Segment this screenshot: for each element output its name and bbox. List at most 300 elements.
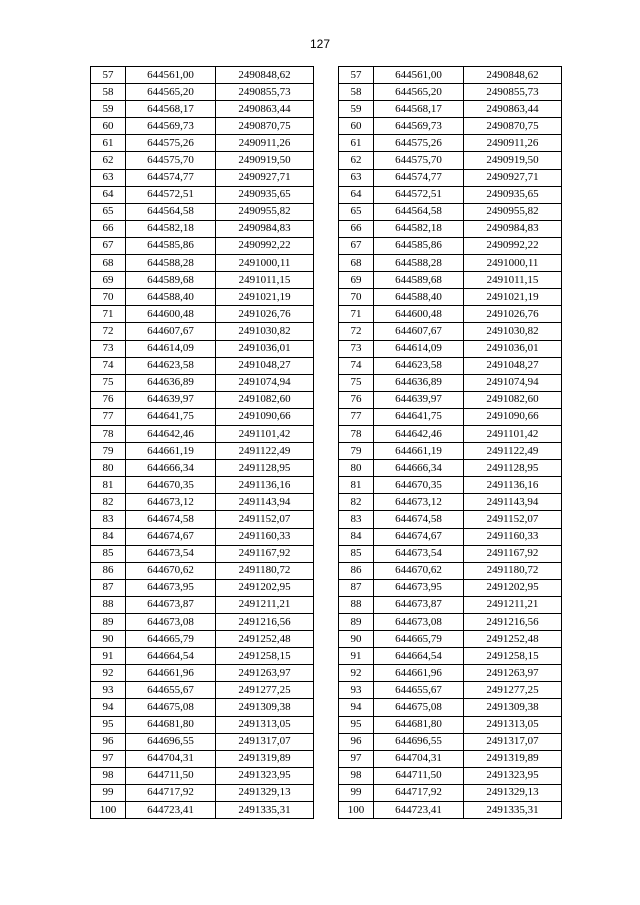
point-number-cell: 92 — [339, 665, 374, 682]
x-coordinate-cell: 644607,67 — [374, 323, 464, 340]
y-coordinate-cell: 2491180,72 — [216, 562, 314, 579]
point-number-cell: 65 — [339, 203, 374, 220]
table-row — [91, 716, 314, 733]
x-coordinate-cell: 644704,31 — [126, 750, 216, 767]
x-coordinate-cell: 644717,92 — [374, 784, 464, 801]
coordinates-table-left — [90, 66, 314, 819]
point-number-cell: 78 — [91, 425, 126, 442]
y-coordinate-cell: 2491082,60 — [464, 391, 562, 408]
x-coordinate-cell: 644565,20 — [374, 84, 464, 101]
y-coordinate-cell: 2491143,94 — [464, 494, 562, 511]
y-coordinate-cell: 2490863,44 — [216, 101, 314, 118]
point-number-cell: 73 — [91, 340, 126, 357]
table-row — [339, 682, 562, 699]
point-number-cell: 91 — [339, 648, 374, 665]
x-coordinate-cell: 644674,58 — [126, 511, 216, 528]
table-row — [91, 614, 314, 631]
point-number-cell: 83 — [339, 511, 374, 528]
table-row — [339, 802, 562, 819]
y-coordinate-cell: 2491313,05 — [464, 716, 562, 733]
y-coordinate-cell: 2490927,71 — [464, 169, 562, 186]
y-coordinate-cell: 2491101,42 — [464, 425, 562, 442]
point-number-cell: 61 — [91, 135, 126, 152]
y-coordinate-cell: 2491048,27 — [464, 357, 562, 374]
x-coordinate-cell: 644575,70 — [374, 152, 464, 169]
y-coordinate-cell: 2491136,16 — [464, 477, 562, 494]
y-coordinate-cell: 2490911,26 — [464, 135, 562, 152]
x-coordinate-cell: 644569,73 — [374, 118, 464, 135]
table-row — [339, 562, 562, 579]
y-coordinate-cell: 2491277,25 — [464, 682, 562, 699]
x-coordinate-cell: 644569,73 — [126, 118, 216, 135]
x-coordinate-cell: 644673,95 — [126, 579, 216, 596]
table-row — [91, 186, 314, 203]
table-row — [91, 648, 314, 665]
point-number-cell: 80 — [339, 460, 374, 477]
x-coordinate-cell: 644696,55 — [374, 733, 464, 750]
x-coordinate-cell: 644673,08 — [126, 614, 216, 631]
y-coordinate-cell: 2490935,65 — [464, 186, 562, 203]
y-coordinate-cell: 2491000,11 — [216, 255, 314, 272]
x-coordinate-cell: 644723,41 — [126, 802, 216, 819]
y-coordinate-cell: 2491030,82 — [464, 323, 562, 340]
x-coordinate-cell: 644655,67 — [374, 682, 464, 699]
x-coordinate-cell: 644564,58 — [374, 203, 464, 220]
y-coordinate-cell: 2491036,01 — [216, 340, 314, 357]
table-row — [91, 682, 314, 699]
table-row — [339, 579, 562, 596]
point-number-cell: 63 — [339, 169, 374, 186]
point-number-cell: 64 — [91, 186, 126, 203]
y-coordinate-cell: 2491026,76 — [216, 306, 314, 323]
table-row — [91, 443, 314, 460]
y-coordinate-cell: 2491216,56 — [464, 614, 562, 631]
x-coordinate-cell: 644673,54 — [126, 545, 216, 562]
point-number-cell: 97 — [339, 750, 374, 767]
y-coordinate-cell: 2491277,25 — [216, 682, 314, 699]
point-number-cell: 91 — [91, 648, 126, 665]
point-number-cell: 92 — [91, 665, 126, 682]
point-number-cell: 76 — [91, 391, 126, 408]
x-coordinate-cell: 644561,00 — [126, 67, 216, 84]
point-number-cell: 68 — [91, 255, 126, 272]
y-coordinate-cell: 2491167,92 — [216, 545, 314, 562]
x-coordinate-cell: 644572,51 — [126, 186, 216, 203]
y-coordinate-cell: 2490955,82 — [216, 203, 314, 220]
x-coordinate-cell: 644670,35 — [374, 477, 464, 494]
table-row — [91, 494, 314, 511]
y-coordinate-cell: 2491082,60 — [216, 391, 314, 408]
table-row — [91, 289, 314, 306]
table-row — [91, 802, 314, 819]
y-coordinate-cell: 2491074,94 — [216, 374, 314, 391]
x-coordinate-cell: 644565,20 — [126, 84, 216, 101]
table-row — [91, 425, 314, 442]
x-coordinate-cell: 644661,19 — [126, 443, 216, 460]
y-coordinate-cell: 2491128,95 — [216, 460, 314, 477]
point-number-cell: 67 — [339, 237, 374, 254]
x-coordinate-cell: 644636,89 — [126, 374, 216, 391]
table-row — [339, 203, 562, 220]
y-coordinate-cell: 2491128,95 — [464, 460, 562, 477]
point-number-cell: 71 — [91, 306, 126, 323]
table-row — [339, 169, 562, 186]
table-row — [91, 545, 314, 562]
coordinates-table-right — [338, 66, 562, 819]
table-row — [339, 357, 562, 374]
point-number-cell: 90 — [339, 631, 374, 648]
table-row — [339, 135, 562, 152]
point-number-cell: 73 — [339, 340, 374, 357]
table-row — [339, 545, 562, 562]
table-row — [339, 408, 562, 425]
table-row — [339, 631, 562, 648]
point-number-cell: 60 — [339, 118, 374, 135]
table-row — [91, 220, 314, 237]
table-row — [91, 237, 314, 254]
table-row — [339, 767, 562, 784]
point-number-cell: 71 — [339, 306, 374, 323]
point-number-cell: 75 — [91, 374, 126, 391]
point-number-cell: 59 — [339, 101, 374, 118]
y-coordinate-cell: 2491026,76 — [464, 306, 562, 323]
point-number-cell: 64 — [339, 186, 374, 203]
y-coordinate-cell: 2490855,73 — [464, 84, 562, 101]
point-number-cell: 86 — [91, 562, 126, 579]
point-number-cell: 61 — [339, 135, 374, 152]
y-coordinate-cell: 2490919,50 — [464, 152, 562, 169]
y-coordinate-cell: 2491152,07 — [216, 511, 314, 528]
y-coordinate-cell: 2491202,95 — [464, 579, 562, 596]
x-coordinate-cell: 644711,50 — [374, 767, 464, 784]
x-coordinate-cell: 644675,08 — [126, 699, 216, 716]
x-coordinate-cell: 644670,62 — [126, 562, 216, 579]
point-number-cell: 78 — [339, 425, 374, 442]
x-coordinate-cell: 644664,54 — [126, 648, 216, 665]
table-row — [339, 750, 562, 767]
table-row — [91, 118, 314, 135]
x-coordinate-cell: 644673,87 — [374, 596, 464, 613]
x-coordinate-cell: 644717,92 — [126, 784, 216, 801]
point-number-cell: 58 — [339, 84, 374, 101]
y-coordinate-cell: 2491202,95 — [216, 579, 314, 596]
table-row — [339, 84, 562, 101]
y-coordinate-cell: 2491122,49 — [464, 443, 562, 460]
y-coordinate-cell: 2491323,95 — [464, 767, 562, 784]
table-row — [339, 665, 562, 682]
table-row — [91, 323, 314, 340]
point-number-cell: 65 — [91, 203, 126, 220]
point-number-cell: 89 — [91, 614, 126, 631]
y-coordinate-cell: 2491329,13 — [464, 784, 562, 801]
table-row — [339, 289, 562, 306]
y-coordinate-cell: 2491074,94 — [464, 374, 562, 391]
table-row — [339, 220, 562, 237]
x-coordinate-cell: 644589,68 — [126, 272, 216, 289]
point-number-cell: 82 — [339, 494, 374, 511]
point-number-cell: 62 — [339, 152, 374, 169]
y-coordinate-cell: 2491000,11 — [464, 255, 562, 272]
point-number-cell: 85 — [339, 545, 374, 562]
table-row — [91, 67, 314, 84]
x-coordinate-cell: 644673,54 — [374, 545, 464, 562]
x-coordinate-cell: 644568,17 — [374, 101, 464, 118]
y-coordinate-cell: 2490919,50 — [216, 152, 314, 169]
y-coordinate-cell: 2491335,31 — [464, 802, 562, 819]
x-coordinate-cell: 644639,97 — [374, 391, 464, 408]
y-coordinate-cell: 2491048,27 — [216, 357, 314, 374]
point-number-cell: 67 — [91, 237, 126, 254]
x-coordinate-cell: 644673,95 — [374, 579, 464, 596]
point-number-cell: 88 — [91, 596, 126, 613]
y-coordinate-cell: 2491216,56 — [216, 614, 314, 631]
table-row — [339, 494, 562, 511]
point-number-cell: 72 — [91, 323, 126, 340]
x-coordinate-cell: 644661,96 — [374, 665, 464, 682]
table-row — [91, 596, 314, 613]
table-row — [339, 716, 562, 733]
point-number-cell: 82 — [91, 494, 126, 511]
y-coordinate-cell: 2490927,71 — [216, 169, 314, 186]
x-coordinate-cell: 644711,50 — [126, 767, 216, 784]
x-coordinate-cell: 644585,86 — [126, 237, 216, 254]
y-coordinate-cell: 2491252,48 — [216, 631, 314, 648]
table-row — [91, 784, 314, 801]
table-row — [91, 340, 314, 357]
table-row — [91, 408, 314, 425]
table-row — [339, 425, 562, 442]
x-coordinate-cell: 644607,67 — [126, 323, 216, 340]
y-coordinate-cell: 2491167,92 — [464, 545, 562, 562]
point-number-cell: 72 — [339, 323, 374, 340]
x-coordinate-cell: 644681,80 — [374, 716, 464, 733]
y-coordinate-cell: 2491011,15 — [464, 272, 562, 289]
y-coordinate-cell: 2490855,73 — [216, 84, 314, 101]
point-number-cell: 95 — [91, 716, 126, 733]
x-coordinate-cell: 644665,79 — [126, 631, 216, 648]
table-row — [339, 511, 562, 528]
point-number-cell: 60 — [91, 118, 126, 135]
x-coordinate-cell: 644623,58 — [374, 357, 464, 374]
table-row — [91, 357, 314, 374]
table-row — [91, 631, 314, 648]
x-coordinate-cell: 644661,96 — [126, 665, 216, 682]
table-row — [339, 443, 562, 460]
table-row — [91, 203, 314, 220]
point-number-cell: 77 — [339, 408, 374, 425]
point-number-cell: 70 — [339, 289, 374, 306]
table-row — [339, 272, 562, 289]
x-coordinate-cell: 644582,18 — [126, 220, 216, 237]
point-number-cell: 79 — [339, 443, 374, 460]
y-coordinate-cell: 2491122,49 — [216, 443, 314, 460]
point-number-cell: 62 — [91, 152, 126, 169]
table-row — [91, 101, 314, 118]
point-number-cell: 89 — [339, 614, 374, 631]
coordinates-table-body — [339, 67, 562, 819]
table-row — [91, 511, 314, 528]
y-coordinate-cell: 2490911,26 — [216, 135, 314, 152]
x-coordinate-cell: 644665,79 — [374, 631, 464, 648]
table-row — [339, 340, 562, 357]
table-row — [339, 323, 562, 340]
x-coordinate-cell: 644575,26 — [126, 135, 216, 152]
y-coordinate-cell: 2490870,75 — [464, 118, 562, 135]
table-row — [91, 665, 314, 682]
point-number-cell: 58 — [91, 84, 126, 101]
x-coordinate-cell: 644642,46 — [374, 425, 464, 442]
point-number-cell: 57 — [339, 67, 374, 84]
y-coordinate-cell: 2491160,33 — [216, 528, 314, 545]
point-number-cell: 87 — [339, 579, 374, 596]
x-coordinate-cell: 644588,40 — [374, 289, 464, 306]
point-number-cell: 99 — [339, 784, 374, 801]
y-coordinate-cell: 2491036,01 — [464, 340, 562, 357]
x-coordinate-cell: 644661,19 — [374, 443, 464, 460]
y-coordinate-cell: 2491021,19 — [464, 289, 562, 306]
y-coordinate-cell: 2490848,62 — [464, 67, 562, 84]
y-coordinate-cell: 2491152,07 — [464, 511, 562, 528]
x-coordinate-cell: 644681,80 — [126, 716, 216, 733]
point-number-cell: 100 — [91, 802, 126, 819]
y-coordinate-cell: 2491323,95 — [216, 767, 314, 784]
y-coordinate-cell: 2491180,72 — [464, 562, 562, 579]
point-number-cell: 94 — [91, 699, 126, 716]
point-number-cell: 80 — [91, 460, 126, 477]
x-coordinate-cell: 644642,46 — [126, 425, 216, 442]
y-coordinate-cell: 2491309,38 — [464, 699, 562, 716]
y-coordinate-cell: 2490984,83 — [216, 220, 314, 237]
x-coordinate-cell: 644574,77 — [126, 169, 216, 186]
x-coordinate-cell: 644600,48 — [126, 306, 216, 323]
point-number-cell: 86 — [339, 562, 374, 579]
table-row — [339, 67, 562, 84]
point-number-cell: 70 — [91, 289, 126, 306]
y-coordinate-cell: 2491021,19 — [216, 289, 314, 306]
table-row — [91, 750, 314, 767]
point-number-cell: 77 — [91, 408, 126, 425]
x-coordinate-cell: 644641,75 — [126, 408, 216, 425]
table-row — [339, 237, 562, 254]
y-coordinate-cell: 2490935,65 — [216, 186, 314, 203]
y-coordinate-cell: 2491329,13 — [216, 784, 314, 801]
y-coordinate-cell: 2490992,22 — [216, 237, 314, 254]
point-number-cell: 81 — [91, 477, 126, 494]
y-coordinate-cell: 2491101,42 — [216, 425, 314, 442]
y-coordinate-cell: 2491258,15 — [464, 648, 562, 665]
table-row — [339, 648, 562, 665]
x-coordinate-cell: 644588,28 — [126, 255, 216, 272]
x-coordinate-cell: 644673,87 — [126, 596, 216, 613]
point-number-cell: 57 — [91, 67, 126, 84]
table-row — [91, 272, 314, 289]
x-coordinate-cell: 644636,89 — [374, 374, 464, 391]
point-number-cell: 79 — [91, 443, 126, 460]
table-row — [339, 528, 562, 545]
table-row — [339, 784, 562, 801]
table-row — [339, 460, 562, 477]
x-coordinate-cell: 644655,67 — [126, 682, 216, 699]
y-coordinate-cell: 2491335,31 — [216, 802, 314, 819]
x-coordinate-cell: 644572,51 — [374, 186, 464, 203]
y-coordinate-cell: 2491263,97 — [464, 665, 562, 682]
table-row — [339, 186, 562, 203]
y-coordinate-cell: 2490863,44 — [464, 101, 562, 118]
x-coordinate-cell: 644639,97 — [126, 391, 216, 408]
table-row — [91, 374, 314, 391]
x-coordinate-cell: 644723,41 — [374, 802, 464, 819]
table-row — [91, 306, 314, 323]
y-coordinate-cell: 2490984,83 — [464, 220, 562, 237]
table-row — [91, 699, 314, 716]
point-number-cell: 74 — [91, 357, 126, 374]
point-number-cell: 88 — [339, 596, 374, 613]
point-number-cell: 68 — [339, 255, 374, 272]
x-coordinate-cell: 644588,40 — [126, 289, 216, 306]
x-coordinate-cell: 644589,68 — [374, 272, 464, 289]
x-coordinate-cell: 644673,12 — [374, 494, 464, 511]
y-coordinate-cell: 2491252,48 — [464, 631, 562, 648]
y-coordinate-cell: 2491317,07 — [216, 733, 314, 750]
x-coordinate-cell: 644614,09 — [374, 340, 464, 357]
y-coordinate-cell: 2491263,97 — [216, 665, 314, 682]
x-coordinate-cell: 644704,31 — [374, 750, 464, 767]
table-row — [339, 391, 562, 408]
point-number-cell: 90 — [91, 631, 126, 648]
y-coordinate-cell: 2490955,82 — [464, 203, 562, 220]
point-number-cell: 74 — [339, 357, 374, 374]
point-number-cell: 99 — [91, 784, 126, 801]
x-coordinate-cell: 644614,09 — [126, 340, 216, 357]
point-number-cell: 98 — [91, 767, 126, 784]
x-coordinate-cell: 644673,08 — [374, 614, 464, 631]
point-number-cell: 63 — [91, 169, 126, 186]
point-number-cell: 69 — [339, 272, 374, 289]
table-row — [91, 579, 314, 596]
x-coordinate-cell: 644675,08 — [374, 699, 464, 716]
x-coordinate-cell: 644588,28 — [374, 255, 464, 272]
table-row — [339, 152, 562, 169]
y-coordinate-cell: 2491090,66 — [464, 408, 562, 425]
y-coordinate-cell: 2491258,15 — [216, 648, 314, 665]
x-coordinate-cell: 644666,34 — [126, 460, 216, 477]
x-coordinate-cell: 644575,26 — [374, 135, 464, 152]
x-coordinate-cell: 644696,55 — [126, 733, 216, 750]
x-coordinate-cell: 644574,77 — [374, 169, 464, 186]
x-coordinate-cell: 644666,34 — [374, 460, 464, 477]
y-coordinate-cell: 2491160,33 — [464, 528, 562, 545]
x-coordinate-cell: 644674,58 — [374, 511, 464, 528]
table-row — [91, 528, 314, 545]
x-coordinate-cell: 644641,75 — [374, 408, 464, 425]
y-coordinate-cell: 2490848,62 — [216, 67, 314, 84]
table-row — [91, 84, 314, 101]
x-coordinate-cell: 644670,62 — [374, 562, 464, 579]
table-row — [91, 169, 314, 186]
coordinates-table-body — [91, 67, 314, 819]
y-coordinate-cell: 2491030,82 — [216, 323, 314, 340]
y-coordinate-cell: 2491313,05 — [216, 716, 314, 733]
point-number-cell: 87 — [91, 579, 126, 596]
x-coordinate-cell: 644674,67 — [126, 528, 216, 545]
point-number-cell: 96 — [91, 733, 126, 750]
y-coordinate-cell: 2490870,75 — [216, 118, 314, 135]
point-number-cell: 84 — [91, 528, 126, 545]
y-coordinate-cell: 2491211,21 — [216, 596, 314, 613]
y-coordinate-cell: 2491211,21 — [464, 596, 562, 613]
point-number-cell: 96 — [339, 733, 374, 750]
x-coordinate-cell: 644582,18 — [374, 220, 464, 237]
